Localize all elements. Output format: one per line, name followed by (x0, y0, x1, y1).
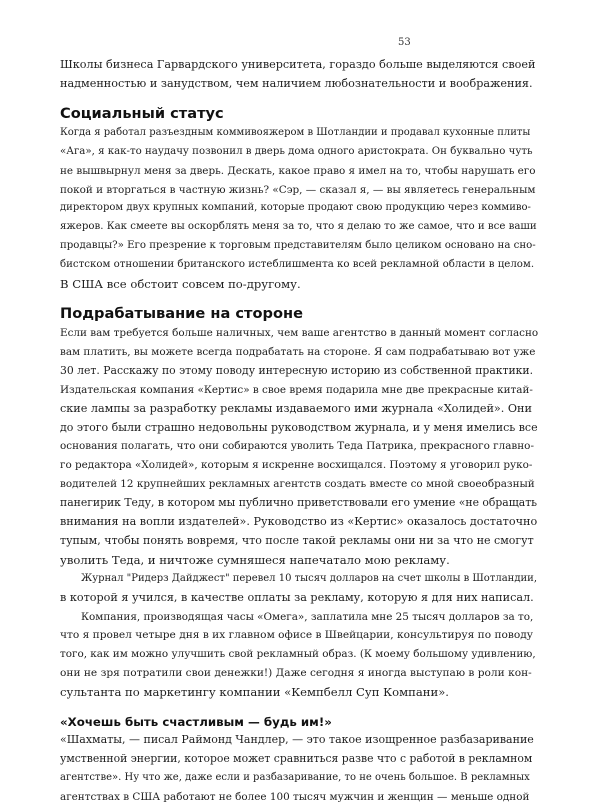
text-line: агентствах в США работают не более 100 тысяч мужчин и женщин — меньше одной (60, 790, 530, 803)
text-line: уволить Теда, и ничтоже сумняшеся напечатало мою рекламу. (60, 552, 450, 567)
social-status-paragraph (60, 124, 538, 294)
readers-digest-paragraph (60, 570, 538, 608)
text-line: «Шахматы, — писал Раймонд Чандлер, — это такое изощренное разбазаривание (60, 733, 534, 747)
text-line: бистском отношении британского истеблишмента ко всей рекламной области в целом. (60, 259, 535, 271)
text-line: до этого были страшно недовольны руководством журнала, и у меня имелись все (60, 420, 538, 434)
chess-paragraph (60, 731, 538, 807)
text-line: они не зря потратили свои денежки!) Даже сегодня я иногда выступаю в роли кон- (60, 667, 532, 680)
text-line: Журнал "Ридерз Дайджест" перевел 10 тысяч долларов на счет школы в Шотландии, (81, 572, 537, 584)
text-line: основания полагать, что они собираются уволить Теда Патрика, прекрасного главно- (60, 440, 534, 453)
text-line: го редактора «Холидей», которым я искренне восхищался. Поэтому я уговорил руко- (60, 459, 533, 472)
text-line: умственной энергии, которое может сравниться разве что с работой в рекламном (60, 752, 533, 765)
text-line: внимания на вопли издателей». Руководство из «Кертис» оказалось достаточно (60, 515, 538, 529)
text-line: сультанта по маркетингу компании «Кемпбелл Суп Компани». (60, 685, 449, 700)
text-line: ские лампы за разработку рекламы издаваемого ими журнала «Холидей». Они (60, 401, 532, 415)
side-work-paragraph (60, 324, 538, 570)
text-line: не вышвырнул меня за дверь. Дескать, какое право я имел на то, чтобы нарушать его (60, 164, 536, 177)
text-line: тупым, чтобы понять вовремя, что после такой рекламы они ни за что не смогут (60, 533, 534, 547)
text-line: вам платить, вы можете всегда подрабатать на стороне. Я сам подрабатываю вот уже (60, 345, 536, 358)
text-line: директором двух крупных компаний, которые продают свою продукцию через коммиво- (60, 202, 531, 214)
text-line: что я провел четыре дня в их главном офисе в Швейцарии, консультируя по поводу (60, 629, 534, 642)
section-heading-be-happy: «Хочешь быть счастливым — будь им!» (60, 715, 332, 730)
text-line: агентстве». Ну что же, даже если и разбазаривание, то не очень большое. В рекламных (60, 771, 530, 783)
text-line: покой и вторгаться в частную жизнь? «Сэр, — сказал я, — вы являетесь генеральным (60, 183, 536, 196)
text-line: в которой я учился, в качестве оплаты за рекламу, которую я для них написал. (60, 590, 534, 604)
text-line: продавцы?» Его презрение к торговым представителям было целиком основано на сно- (60, 240, 536, 252)
text-line: того, как им можно улучшить свой рекламный образ. (К моему большому удивлению, (60, 648, 536, 661)
page-number: 53 (398, 37, 411, 48)
text-line: яжеров. Как смеете вы оскорблять меня за то, что я делаю то же самое, что и все ваши (60, 221, 537, 233)
text-line: 30 лет. Расскажу по этому поводу интересную историю из собственной практики. (60, 363, 534, 377)
page-content (60, 56, 538, 807)
intro-paragraph (60, 56, 538, 94)
text-line: «Ага», я как-то наудачу позвонил в дверь дома одного аристократа. Он буквально чуть (60, 145, 533, 157)
text-line: панегирик Теду, в котором мы публично приветствовали его умение «не обращать (60, 496, 538, 510)
text-line: Если вам требуется больше наличных, чем ваше агентство в данный момент согласно (60, 326, 539, 339)
text-line: Школы бизнеса Гарвардского университета, гораздо больше выделяются своей (60, 58, 536, 71)
section-heading-side-work: Подрабатывание на стороне (60, 304, 303, 322)
text-line: В США все обстоит совсем по-другому. (60, 277, 301, 292)
text-line: Когда я работал разъездным коммивояжером в Шотландии и продавал кухонные плиты (60, 126, 531, 138)
text-line: надменностью и занудством, чем наличием любознательности и воображения. (60, 76, 533, 90)
omega-paragraph (60, 608, 538, 703)
section-heading-social-status: Социальный статус (60, 104, 224, 122)
text-line: Издательская компания «Кертис» в свое время подарила мне две прекрасные китай- (60, 383, 533, 396)
text-line: Компания, производящая часы «Омега», заплатила мне 25 тысяч долларов за то, (81, 610, 534, 623)
text-line: водителей 12 крупнейших рекламных агентств создать вместе со мной своеобразный (60, 478, 535, 491)
